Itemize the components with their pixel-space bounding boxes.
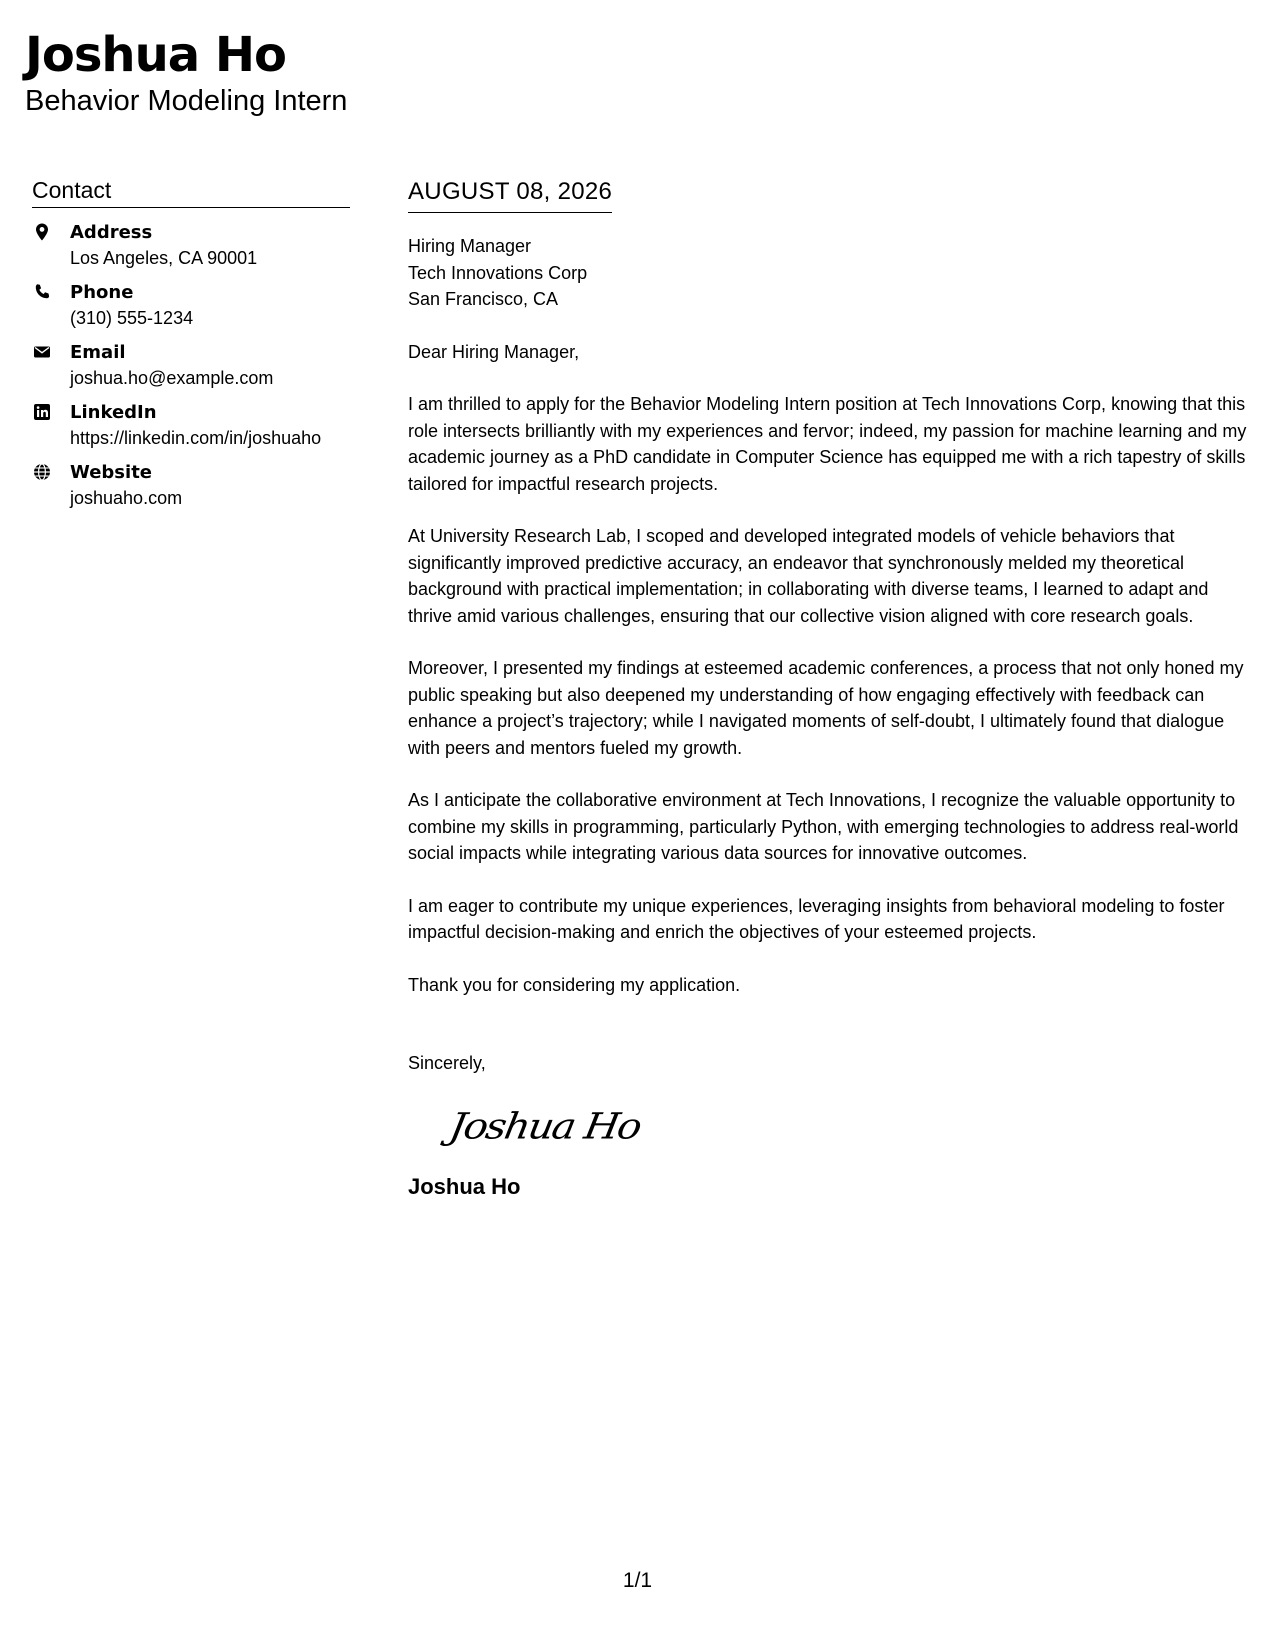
contact-email: [32, 340, 350, 391]
body-paragraph: As I anticipate the collaborative environment at Tech Innovations, I recognize the valuable opportunity to combine my skills in programming, particularly Python, with emerging technologies to address real-world social impacts while integrating various data sources for innovative outcomes.: [408, 790, 1239, 863]
salutation: Dear Hiring Manager,: [408, 341, 580, 362]
contact-sidebar: [32, 176, 350, 520]
contact-heading: Contact: [32, 176, 350, 208]
recipient-line: Hiring Manager: [408, 236, 532, 256]
applicant-title: Behavior Modeling Intern: [25, 85, 348, 117]
closing: Sincerely,: [408, 1053, 486, 1073]
applicant-name: Joshua Ho: [25, 27, 286, 83]
phone-icon: [32, 282, 52, 302]
body-paragraph: At University Research Lab, I scoped and developed integrated models of vehicle behaviors that significantly improved predictive accuracy, an endeavor that synchronously melded my theoretical background with practical implementation; in collaborating with diverse teams, I learned to adapt and thrive amid various challenges, ensuring that our collective vision aligned with core research goals.: [408, 526, 1209, 626]
contact-value: joshuaho.com: [70, 488, 183, 508]
contact-address: [32, 220, 350, 271]
recipient-block: [408, 233, 1253, 313]
contact-linkedin: [32, 400, 350, 451]
letter-body: [408, 176, 1253, 1201]
date-block: [408, 176, 612, 213]
signed-name: Joshua Ho: [408, 1173, 521, 1199]
map-pin-icon: [32, 222, 52, 242]
contact-label: Phone: [70, 282, 134, 303]
globe-icon: [32, 462, 52, 482]
handwritten-signature: Joshua Ho: [446, 1105, 644, 1148]
contact-website: [32, 460, 350, 511]
contact-label: Address: [70, 222, 153, 243]
recipient-line: San Francisco, CA: [408, 289, 559, 309]
contact-value: https://linkedin.com/in/joshuaho: [70, 428, 322, 448]
page-number: 1/1: [622, 1569, 653, 1592]
body-paragraph: I am thrilled to apply for the Behavior Modeling Intern position at Tech Innovations Corp, knowing that this role intersects brilliantly with my experiences and fervor; indeed, my passion for machine learning and my academic journey as a PhD candidate in Computer Science has equipped me with a rich tapestry of skills tailored for impactful research projects.: [408, 394, 1247, 494]
envelope-icon: [32, 342, 52, 362]
letter-date: AUGUST 08, 2026: [408, 178, 613, 205]
contact-value: joshua.ho@example.com: [70, 368, 274, 388]
contact-value: (310) 555-1234: [70, 308, 194, 328]
recipient-line: Tech Innovations Corp: [408, 262, 588, 283]
contact-label: Website: [70, 462, 153, 483]
body-paragraph: Moreover, I presented my findings at esteemed academic conferences, a process that not only honed my public speaking but also deepened my understanding of how engaging effectively with feedback can enhance a project’s trajectory; while I navigated moments of self-doubt, I ultimately found that dialogue with peers and mentors fueled my growth.: [408, 658, 1244, 758]
contact-label: LinkedIn: [70, 402, 157, 423]
header: [25, 28, 347, 118]
contact-phone: [32, 280, 350, 331]
body-paragraph: I am eager to contribute my unique experiences, leveraging insights from behavioral modeling to foster impactful decision-making and enrich the objectives of your esteemed projects.: [408, 895, 1225, 942]
body-paragraph: Thank you for considering my application.: [408, 974, 741, 995]
linkedin-icon: [32, 402, 52, 422]
contact-value: Los Angeles, CA 90001: [70, 248, 258, 268]
contact-label: Email: [70, 342, 126, 363]
